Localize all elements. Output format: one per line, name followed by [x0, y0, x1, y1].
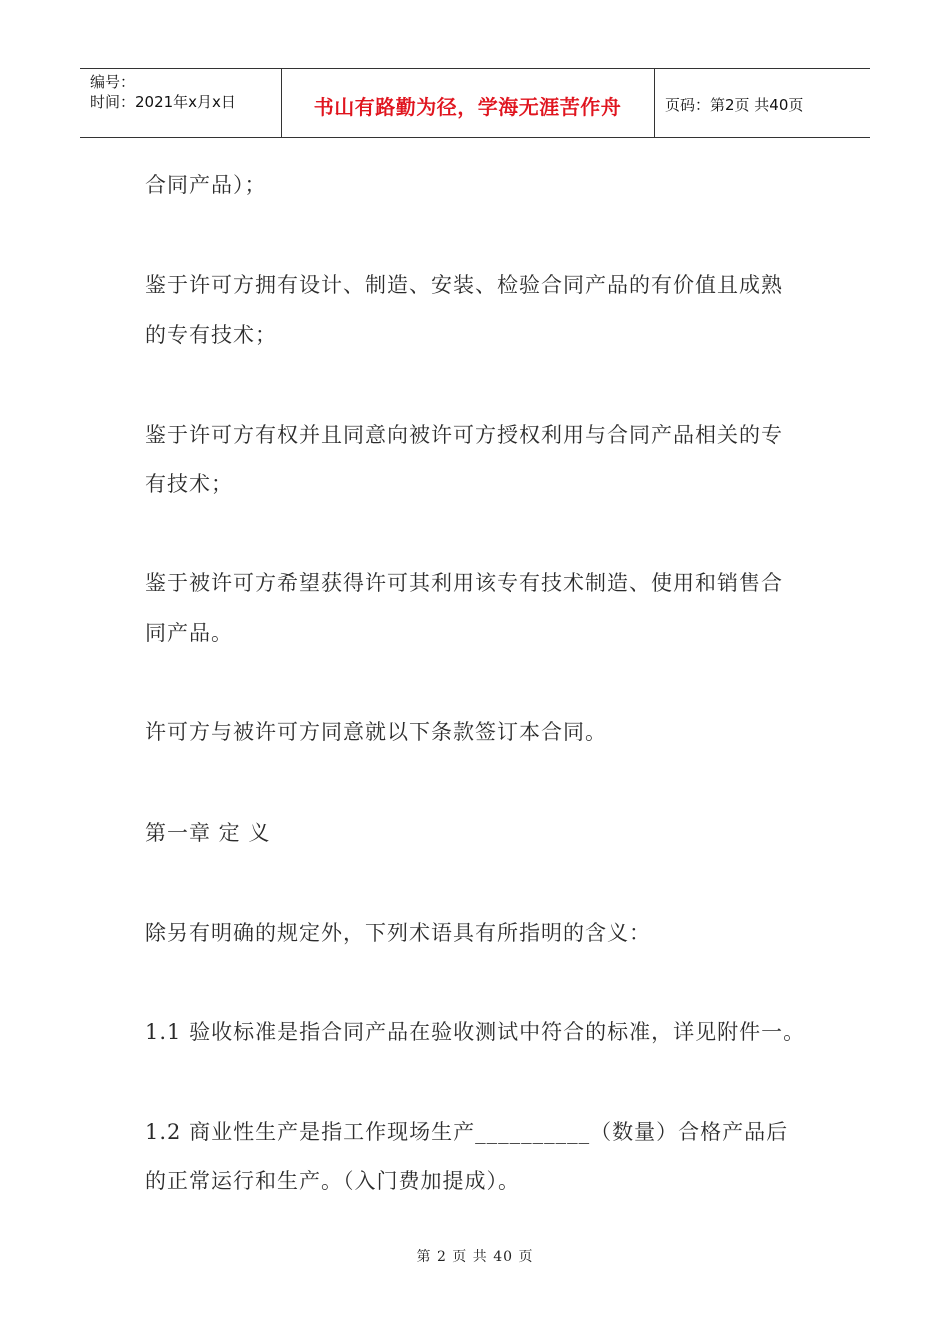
body-line: 许可方与被许可方同意就以下条款签订本合同。	[145, 720, 607, 744]
body-line: 鉴于被许可方希望获得许可其利用该专有技术制造、使用和销售合	[145, 571, 783, 595]
page-header	[80, 68, 870, 138]
body-line: 的正常运行和生产。（入门费加提成）。	[145, 1169, 520, 1193]
body-line: 有技术；	[145, 472, 233, 496]
chapter-heading: 第一章 定 义	[145, 821, 271, 845]
document-code-label: 编号：	[90, 73, 136, 91]
body-line: 鉴于许可方有权并且同意向被许可方授权利用与合同产品相关的专	[145, 423, 783, 447]
body-line: 鉴于许可方拥有设计、制造、安装、检验合同产品的有价值且成熟	[145, 273, 783, 297]
clause-1-2: 1.2 商业性生产是指工作现场生产__________（数量）合格产品后	[145, 1120, 789, 1144]
header-motto: 书山有路勤为径，学海无涯苦作舟	[313, 95, 622, 119]
header-info-cell	[80, 69, 282, 137]
document-date: 时间：2021年x月x日	[90, 93, 236, 111]
header-page-number: 页码：第2页 共40页	[665, 96, 804, 114]
body-line: 除另有明确的规定外，下列术语具有所指明的含义：	[145, 921, 651, 945]
page-footer: 第 2 页 共 40 页	[416, 1249, 534, 1265]
body-line: 同产品。	[145, 621, 233, 645]
clause-1-1: 1.1 验收标准是指合同产品在验收测试中符合的标准，详见附件一。	[145, 1020, 806, 1044]
body-line: 的专有技术；	[145, 323, 277, 347]
header-page-cell	[655, 69, 870, 137]
header-motto-cell	[281, 69, 655, 137]
body-line: 合同产品）；	[145, 173, 267, 197]
